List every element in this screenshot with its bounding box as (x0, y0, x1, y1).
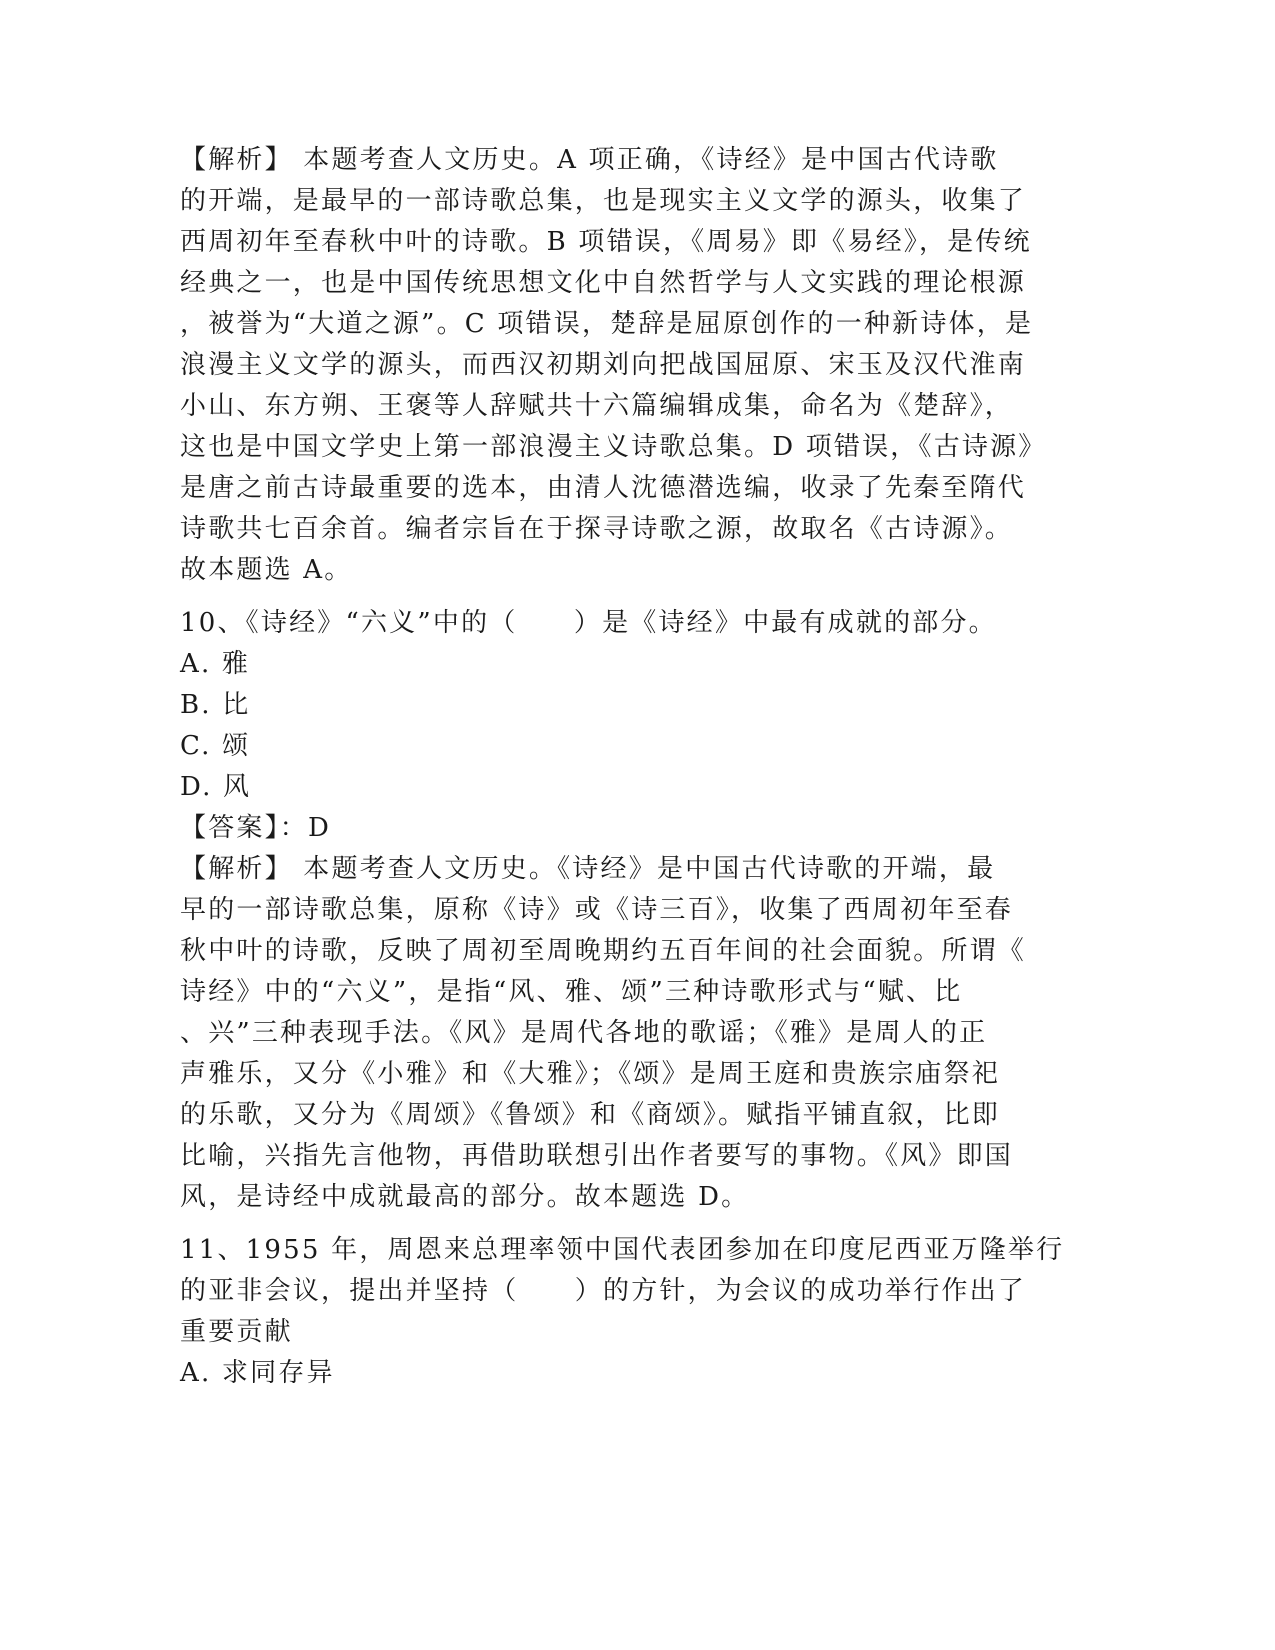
text-line: 【解析】 本题考查人文历史。《诗经》是中国古代诗歌的开端，最 (180, 854, 996, 884)
text-line: 、兴”三种表现手法。《风》是周代各地的歌谣；《雅》是周人的正 (180, 1018, 988, 1048)
text-line: ，被誉为“大道之源”。C 项错误，楚辞是屈原创作的一种新诗体，是 (180, 309, 1034, 339)
question-stem: 11、1955 年，周恩来总理率领中国代表团参加在印度尼西亚万隆举行 (180, 1235, 1065, 1265)
option-a: A. 雅 (180, 649, 251, 679)
question-stem: 10、《诗经》“六义”中的（ ）是《诗经》中最有成就的部分。 (180, 608, 997, 638)
q9-analysis (180, 140, 1047, 591)
text-line: 诗经》中的“六义”，是指“风、雅、颂”三种诗歌形式与“赋、比 (180, 977, 963, 1007)
text-line: 早的一部诗歌总集，原称《诗》或《诗三百》，收集了西周初年至春 (180, 895, 1014, 925)
option-a: A. 求同存异 (180, 1358, 335, 1388)
question-stem: 的亚非会议，提出并坚持（ ）的方针，为会议的成功举行作出了 (180, 1276, 1027, 1306)
spacer (180, 1218, 1040, 1230)
text-line: 声雅乐，又分《小雅》和《大雅》；《颂》是周王庭和贵族宗庙祭祀 (180, 1059, 1001, 1089)
text-line: 【解析】 本题考查人文历史。A 项正确，《诗经》是中国古代诗歌 (180, 145, 999, 175)
option-c: C. 颂 (180, 731, 251, 761)
text-line: 这也是中国文学史上第一部浪漫主义诗歌总集。D 项错误，《古诗源》 (180, 432, 1047, 462)
text-line: 经典之一，也是中国传统思想文化中自然哲学与人文实践的理论根源 (180, 268, 1027, 298)
text-line: 小山、东方朔、王褒等人辞赋共十六篇编辑成集，命名为《楚辞》， (180, 391, 1014, 421)
option-b: B. 比 (180, 690, 251, 720)
text-line: 的开端，是最早的一部诗歌总集，也是现实主义文学的源头，收集了 (180, 186, 1027, 216)
spacer (180, 591, 1040, 603)
text-line: 秋中叶的诗歌，反映了周初至周晚期约五百年间的社会面貌。所谓《 (180, 936, 1027, 966)
text-line: 诗歌共七百余首。编者宗旨在于探寻诗歌之源，故取名《古诗源》。 (180, 514, 1014, 544)
text-line: 比喻，兴指先言他物，再借助联想引出作者要写的事物。《风》即国 (180, 1141, 1014, 1171)
text-line: 浪漫主义文学的源头，而西汉初期刘向把战国屈原、宋玉及汉代淮南 (180, 350, 1027, 380)
answer-line: 【答案】：D (180, 813, 332, 843)
question-11 (180, 1230, 1065, 1394)
text-line: 是唐之前古诗最重要的选本，由清人沈德潜选编，收录了先秦至隋代 (180, 473, 1027, 503)
text-line: 西周初年至春秋中叶的诗歌。B 项错误，《周易》即《易经》，是传统 (180, 227, 1032, 257)
text-line: 风，是诗经中成就最高的部分。故本题选 D。 (180, 1182, 750, 1212)
document-page (180, 140, 1065, 1394)
question-10 (180, 603, 1040, 1218)
question-stem: 重要贡献 (180, 1317, 293, 1347)
text-line: 的乐歌，又分为《周颂》《鲁颂》和《商颂》。赋指平铺直叙，比即 (180, 1100, 1001, 1130)
q10-analysis (180, 849, 1040, 1218)
text-line: 故本题选 A。 (180, 555, 353, 585)
option-d: D. 风 (180, 772, 252, 802)
